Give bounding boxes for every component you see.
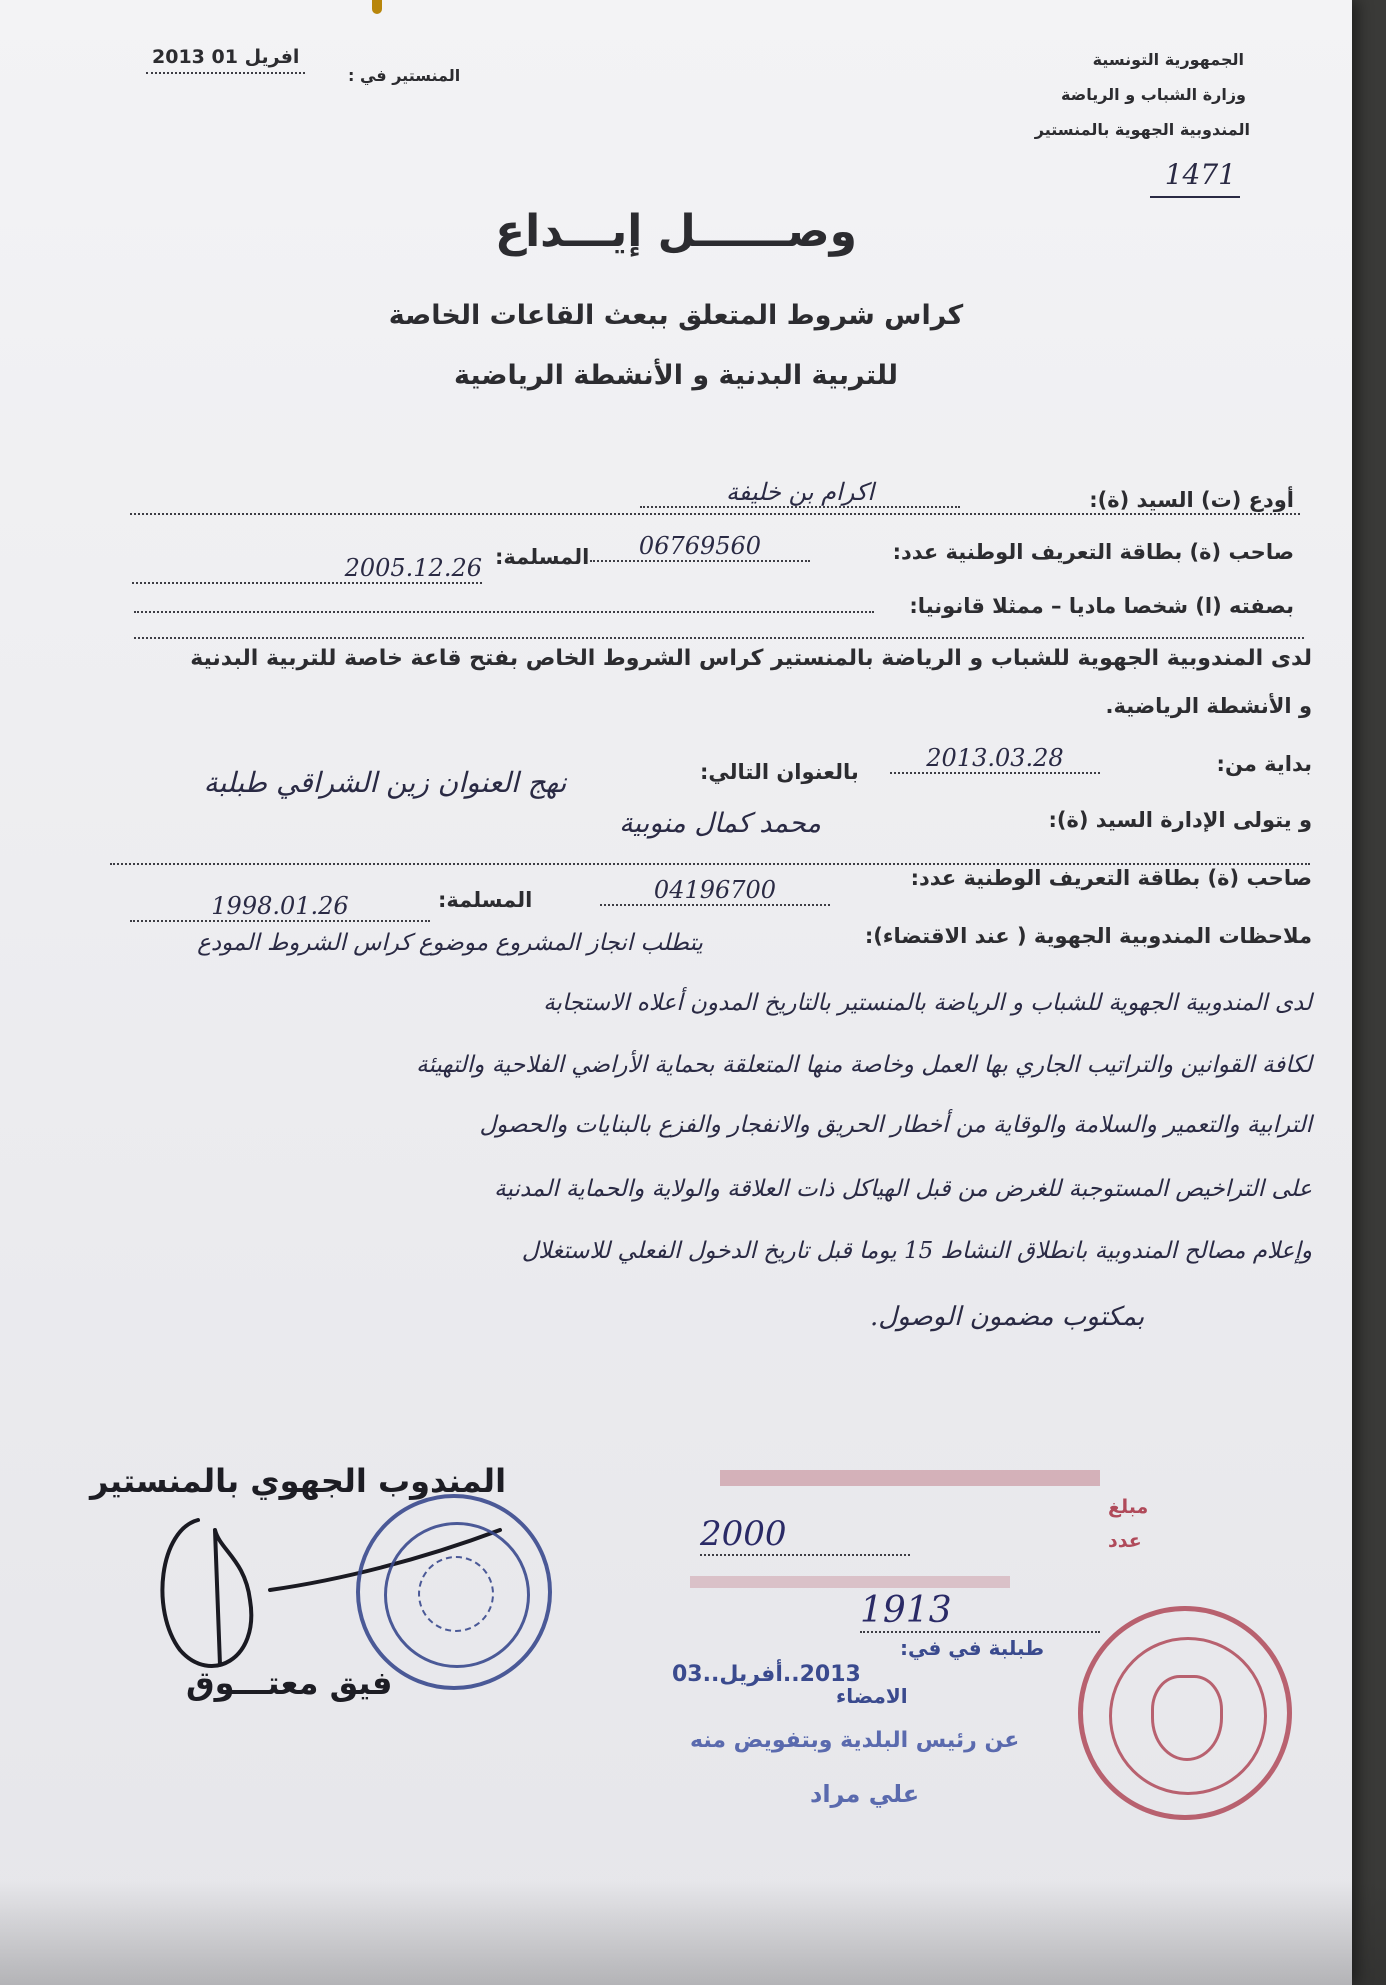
address-value: نهج العنوان زين الشراقي طبلبة (203, 766, 567, 799)
receipt-red-bar-2 (690, 1576, 1010, 1588)
document-subtitle-1: كراس شروط المتعلق ببعث القاعات الخاصة (388, 300, 964, 331)
id-label: صاحب (ة) بطاقة التعريف الوطنية عدد: (892, 540, 1294, 564)
receipt-amount: 2000 (700, 1514, 910, 1556)
manager-name: محمد كمال منوبية (619, 808, 821, 839)
remarks-label: ملاحظات المندوبية الجهوية ( عند الاقتضاء): (864, 924, 1312, 948)
manager-line-2 (110, 862, 1310, 865)
delegate-stamp (356, 1494, 552, 1690)
header-country: الجمهورية التونسية (1092, 50, 1244, 69)
remarks-line-1: يتطلب انجاز المشروع موضوع كراس الشروط المودع (197, 930, 703, 956)
header-delegation: المندوبية الجهوية بالمنستير (1034, 120, 1250, 139)
remarks-line-6: وإعلام مصالح المندوبية بانطلاق النشاط 15 يوما قبل تاريخ الدخول الفعلي للاستغلال (521, 1238, 1312, 1264)
municipal-stamp (1078, 1606, 1292, 1820)
receipt-stamped-label: طبلبة في في: (900, 1636, 1045, 1660)
reference-number: 1471 (1164, 158, 1236, 191)
remarks-line-7: بمكتوب مضمون الوصول. (870, 1302, 1145, 1332)
document-subtitle-2: للتربية البدنية و الأنشطة الرياضية (453, 360, 899, 391)
id2-label: صاحب (ة) بطاقة التعريف الوطنية عدد: (910, 866, 1312, 890)
pencil-mark (372, 0, 382, 14)
delegate-title: المندوب الجهوي بالمنستير (90, 1462, 507, 1500)
remarks-line-5: على التراخيص المستوجبة للغرض من قبل الهياكل ذات العلاقة والولاية والحماية المدنية (494, 1176, 1312, 1202)
manager-label: و يتولى الإدارة السيد (ة): (1048, 808, 1312, 832)
paragraph-line-2: و الأنشطة الرياضية. (1105, 694, 1312, 718)
issued2-date: 1998.01.26 (130, 892, 430, 922)
depositor-line-2 (130, 512, 1300, 515)
depositor-name: اكرام بن خليفة (640, 478, 960, 508)
paragraph-line-1: لدى المندوبية الجهوية للشباب و الرياضة بالمنستير كراس الشروط الخاص بفتح قاعة خاصة للتربية البدنية (190, 646, 1312, 671)
receipt-delegation-text: عن رئيس البلدية وبتفويض منه (690, 1728, 1020, 1753)
capacity-label: بصفته (ا) شخصا ماديا – ممثلا قانونيا: (909, 594, 1294, 618)
document-title: وصــــــل إيـــداع (495, 206, 857, 257)
id-number: 06769560 (590, 532, 810, 562)
receipt-red-bar (720, 1470, 1100, 1486)
receipt-number-label: عدد (1108, 1530, 1142, 1552)
reference-underline (1150, 196, 1240, 198)
issued-label: المسلمة: (495, 545, 590, 569)
remarks-line-4: الترابية والتعمير والسلامة والوقاية من أخطار الحريق والانفجار والفزع بالبنايات والحصول (479, 1112, 1312, 1138)
start-label: بداية من: (1216, 752, 1312, 776)
capacity-line (134, 610, 874, 613)
remarks-line-3: لكافة القوانين والتراتيب الجاري بها العمل وخاصة منها المتعلقة بحماية الأراضي الفلاحية والتهيئة (416, 1052, 1312, 1078)
capacity-line-2 (134, 636, 1304, 639)
receipt-signer: علي مراد (810, 1780, 920, 1808)
address-label: بالعنوان التالي: (700, 760, 859, 784)
start-date: 2013.03.28 (890, 744, 1100, 774)
id2-number: 04196700 (600, 876, 830, 906)
date-prefix: المنستير في : (348, 66, 461, 85)
receipt-signature-label: الامضاء (836, 1684, 908, 1708)
receipt-amount-label: مبلغ (1108, 1496, 1149, 1518)
remarks-line-2: لدى المندوبية الجهوية للشباب و الرياضة بالمنستير بالتاريخ المدون أعلاه الاستجابة (543, 990, 1312, 1016)
issued2-label: المسلمة: (438, 888, 533, 912)
receipt-number: 1913 (860, 1590, 1100, 1633)
receipt-stamped-date: 2013..أفريل..03 (672, 1662, 861, 1687)
date-value: 2013 افريل 01 (146, 46, 305, 74)
depositor-label: أودع (ت) السيد (ة): (1089, 488, 1294, 512)
delegate-name: فيق معتـــوق (186, 1664, 393, 1702)
header-ministry: وزارة الشباب و الرياضة (1061, 85, 1246, 104)
issued-date: 2005.12.26 (132, 554, 482, 584)
